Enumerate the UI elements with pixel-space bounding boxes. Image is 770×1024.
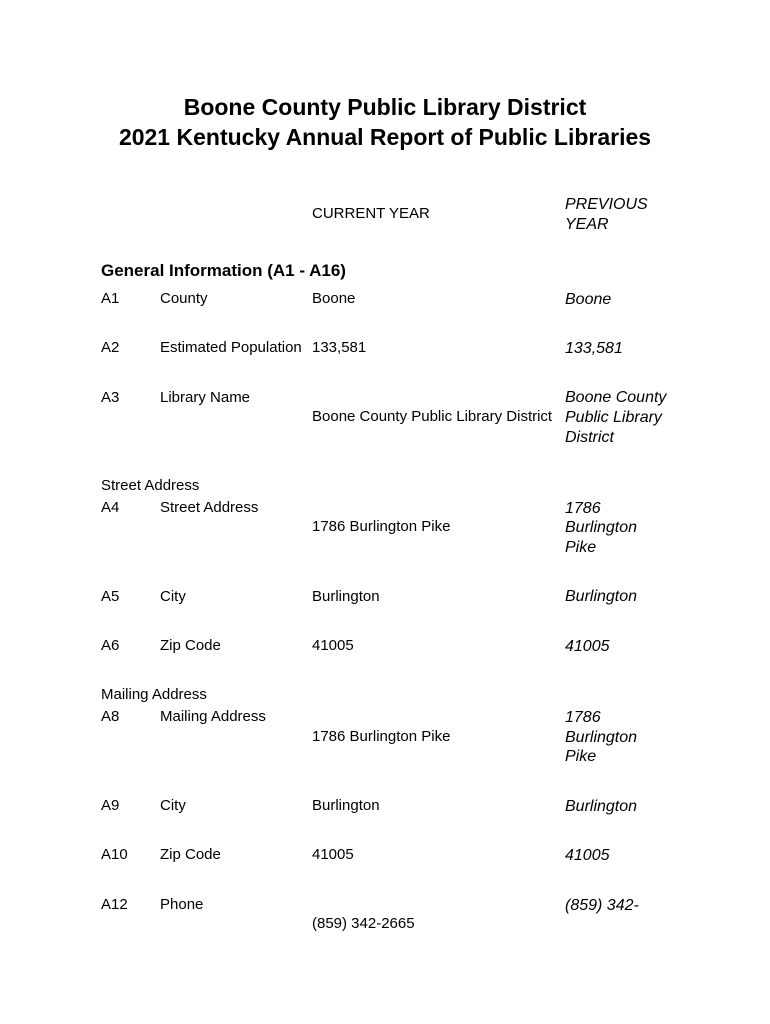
subheading-street-address: Street Address: [101, 477, 200, 494]
row-a3-current: Boone County Public Library District: [312, 408, 553, 425]
row-a1-current: Boone: [312, 290, 356, 307]
row-a9-current: Burlington: [312, 797, 380, 814]
row-a8-previous-line-2: Burlington: [565, 729, 638, 746]
report-title: [0, 92, 770, 152]
row-a1-label: County: [160, 290, 208, 307]
row-a10-current: 41005: [312, 846, 354, 863]
row-a12-code: A12: [101, 896, 128, 913]
row-a4-previous-line-1: 1786: [565, 500, 601, 517]
row-a2-previous: 133,581: [565, 340, 623, 357]
row-a4-previous-line-3: Pike: [565, 539, 597, 556]
row-a3-previous-line-2: Public Library: [565, 409, 662, 426]
row-a6-current: 41005: [312, 637, 354, 654]
row-a6-code: A6: [101, 637, 120, 654]
row-a8-current: 1786 Burlington Pike: [312, 728, 451, 745]
row-a10-previous: 41005: [565, 847, 610, 864]
row-a1-previous: Boone: [565, 291, 612, 308]
row-a2-label: Estimated Population: [160, 339, 302, 356]
row-a9-previous: Burlington: [565, 798, 638, 815]
header-current-year: CURRENT YEAR: [312, 205, 430, 222]
row-a1-code: A1: [101, 290, 120, 307]
title-line-2: 2021 Kentucky Annual Report of Public Libraries: [118, 124, 652, 150]
row-a2-current: 133,581: [312, 339, 367, 356]
row-a2-code: A2: [101, 339, 120, 356]
row-a5-code: A5: [101, 588, 120, 605]
row-a3-label: Library Name: [160, 389, 251, 406]
row-a8-label: Mailing Address: [160, 708, 266, 725]
row-a12-label: Phone: [160, 896, 204, 913]
row-a4-code: A4: [101, 499, 120, 516]
row-a4-previous-line-2: Burlington: [565, 519, 638, 536]
row-a8-code: A8: [101, 708, 120, 725]
header-previous-year-line-1: PREVIOUS: [565, 196, 648, 213]
section-general-information: General Information (A1 - A16): [101, 261, 346, 280]
row-a12-current: (859) 342-2665: [312, 915, 415, 932]
row-a9-label: City: [160, 797, 186, 814]
header-previous-year-line-2: YEAR: [565, 216, 609, 233]
row-a8-previous-line-1: 1786: [565, 709, 601, 726]
row-a4-current: 1786 Burlington Pike: [312, 518, 451, 535]
row-a6-label: Zip Code: [160, 637, 221, 654]
subheading-mailing-address: Mailing Address: [101, 686, 207, 703]
row-a3-previous-line-3: District: [565, 429, 614, 446]
row-a9-code: A9: [101, 797, 120, 814]
row-a8-previous-line-3: Pike: [565, 748, 597, 765]
row-a10-label: Zip Code: [160, 846, 221, 863]
row-a12-previous: (859) 342-: [565, 897, 639, 914]
row-a5-previous: Burlington: [565, 588, 638, 605]
row-a3-code: A3: [101, 389, 120, 406]
row-a4-label: Street Address: [160, 499, 259, 516]
row-a3-previous-line-1: Boone County: [565, 389, 667, 406]
row-a5-label: City: [160, 588, 186, 605]
row-a6-previous: 41005: [565, 638, 610, 655]
row-a5-current: Burlington: [312, 588, 380, 605]
title-line-1: Boone County Public Library District: [183, 94, 587, 120]
row-a10-code: A10: [101, 846, 128, 863]
